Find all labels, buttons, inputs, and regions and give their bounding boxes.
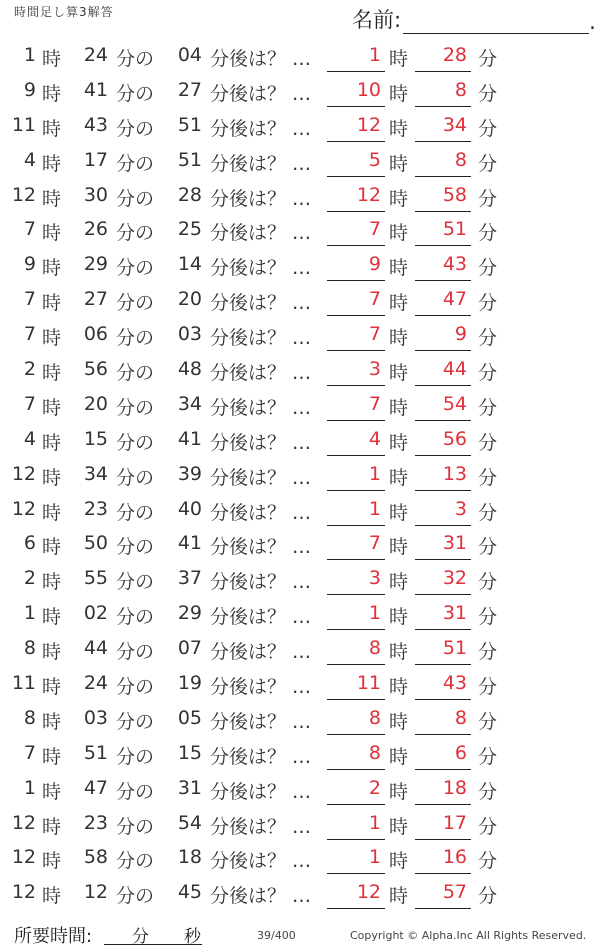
start-minute: 51 <box>83 741 108 764</box>
problem-row <box>0 318 600 353</box>
answer-minute: 16 <box>415 846 471 874</box>
minutes-later-label: 分後は？ … <box>210 152 312 175</box>
answer-minute: 47 <box>415 288 471 316</box>
answer-minute-label: 分 <box>478 396 498 419</box>
answer-minute: 44 <box>415 358 471 386</box>
start-minute: 06 <box>83 323 108 346</box>
start-minute: 58 <box>83 846 108 869</box>
hour-label: 時 <box>42 82 62 105</box>
start-minute: 23 <box>83 811 108 834</box>
added-minutes: 41 <box>177 427 202 450</box>
answer-minute-label: 分 <box>478 117 498 140</box>
answer-hour: 1 <box>327 463 385 491</box>
added-minutes: 25 <box>177 218 202 241</box>
start-minute: 17 <box>83 148 108 171</box>
minute-of-label: 分の <box>116 501 155 524</box>
start-hour: 7 <box>23 392 36 415</box>
answer-minute-label: 分 <box>478 327 498 350</box>
answer-hour: 1 <box>327 812 385 840</box>
added-minutes: 03 <box>177 323 202 346</box>
minutes-later-label: 分後は？ … <box>210 362 312 385</box>
minute-of-label: 分の <box>116 850 155 873</box>
start-minute: 44 <box>83 637 108 660</box>
minute-of-label: 分の <box>116 48 155 70</box>
added-minutes: 51 <box>177 113 202 136</box>
hour-label: 時 <box>42 466 62 489</box>
added-minutes: 27 <box>177 78 202 101</box>
minute-of-label: 分の <box>116 327 155 350</box>
minute-of-label: 分の <box>116 257 155 280</box>
answer-hour-label: 時 <box>389 745 409 768</box>
minutes-later-label: 分後は？ … <box>210 257 312 280</box>
answer-minute-label: 分 <box>478 222 498 245</box>
start-minute: 03 <box>83 706 108 729</box>
hour-label: 時 <box>42 257 62 280</box>
answer-hour: 7 <box>327 288 385 316</box>
answer-hour-label: 時 <box>389 606 409 629</box>
added-minutes: 05 <box>177 706 202 729</box>
answer-hour: 1 <box>327 602 385 630</box>
start-hour: 12 <box>11 183 36 206</box>
answer-hour-label: 時 <box>389 710 409 733</box>
problem-row <box>0 562 600 597</box>
start-hour: 11 <box>11 672 36 695</box>
answer-minute: 51 <box>415 637 471 665</box>
start-minute: 20 <box>83 392 108 415</box>
problem-row <box>0 248 600 283</box>
start-hour: 7 <box>23 741 36 764</box>
problem-row <box>0 876 600 911</box>
start-hour: 4 <box>23 427 36 450</box>
start-hour: 11 <box>11 113 36 136</box>
minute-of-label: 分の <box>116 815 155 838</box>
added-minutes: 39 <box>177 462 202 485</box>
hour-label: 時 <box>42 571 62 594</box>
start-minute: 12 <box>83 881 108 904</box>
answer-hour: 10 <box>327 79 385 107</box>
answer-minute: 43 <box>415 253 471 281</box>
name-blank <box>403 11 589 34</box>
problem-row <box>0 632 600 667</box>
hour-label: 時 <box>42 152 62 175</box>
answer-hour-label: 時 <box>389 676 409 699</box>
answer-hour: 12 <box>327 114 385 142</box>
minutes-later-label: 分後は？ … <box>210 850 312 873</box>
answer-minute-label: 分 <box>478 82 498 105</box>
answer-hour: 7 <box>327 323 385 351</box>
answer-minute: 54 <box>415 393 471 421</box>
hour-label: 時 <box>42 676 62 699</box>
answer-hour: 1 <box>327 498 385 526</box>
added-minutes: 18 <box>177 846 202 869</box>
answer-hour: 1 <box>327 846 385 874</box>
minute-of-label: 分の <box>116 710 155 733</box>
answer-minute-label: 分 <box>478 362 498 385</box>
answer-minute: 8 <box>415 79 471 107</box>
start-hour: 12 <box>11 811 36 834</box>
start-hour: 2 <box>23 358 36 381</box>
minutes-later-label: 分後は？ … <box>210 641 312 664</box>
answer-minute-label: 分 <box>478 815 498 838</box>
answer-minute-label: 分 <box>478 710 498 733</box>
answer-hour: 7 <box>327 218 385 246</box>
minutes-later-label: 分後は？ … <box>210 710 312 733</box>
answer-minute-label: 分 <box>478 466 498 489</box>
problem-row <box>0 144 600 179</box>
answer-hour: 11 <box>327 672 385 700</box>
answer-minute-label: 分 <box>478 606 498 629</box>
start-hour: 9 <box>23 253 36 276</box>
answer-hour-label: 時 <box>389 82 409 105</box>
hour-label: 時 <box>42 850 62 873</box>
answer-hour-label: 時 <box>389 152 409 175</box>
answer-hour: 7 <box>327 532 385 560</box>
answer-minute: 18 <box>415 777 471 805</box>
added-minutes: 37 <box>177 567 202 590</box>
start-minute: 15 <box>83 427 108 450</box>
answer-hour: 8 <box>327 707 385 735</box>
worksheet-title: 時間足し算3解答 <box>14 5 114 19</box>
minutes-later-label: 分後は？ … <box>210 396 312 419</box>
start-hour: 12 <box>11 497 36 520</box>
answer-minute-label: 分 <box>478 48 498 70</box>
start-hour: 6 <box>23 532 36 555</box>
start-hour: 7 <box>23 323 36 346</box>
name-field <box>352 4 596 34</box>
time-minute-unit: 分 <box>132 927 149 947</box>
minute-of-label: 分の <box>116 396 155 419</box>
hour-label: 時 <box>42 501 62 524</box>
answer-minute-label: 分 <box>478 676 498 699</box>
answer-minute-label: 分 <box>478 187 498 210</box>
start-minute: 34 <box>83 462 108 485</box>
answer-minute-label: 分 <box>478 257 498 280</box>
added-minutes: 48 <box>177 358 202 381</box>
start-minute: 26 <box>83 218 108 241</box>
answer-hour: 3 <box>327 358 385 386</box>
minutes-later-label: 分後は？ … <box>210 780 312 803</box>
answer-hour: 3 <box>327 567 385 595</box>
answer-minute-label: 分 <box>478 850 498 873</box>
answer-hour-label: 時 <box>389 536 409 559</box>
problem-row <box>0 283 600 318</box>
answer-hour: 8 <box>327 637 385 665</box>
answer-hour-label: 時 <box>389 292 409 315</box>
problem-row <box>0 841 600 876</box>
hour-label: 時 <box>42 48 62 70</box>
answer-minute: 57 <box>415 881 471 909</box>
minutes-later-label: 分後は？ … <box>210 431 312 454</box>
answer-minute: 43 <box>415 672 471 700</box>
answer-hour: 4 <box>327 428 385 456</box>
hour-label: 時 <box>42 745 62 768</box>
problem-row <box>0 527 600 562</box>
start-minute: 50 <box>83 532 108 555</box>
added-minutes: 04 <box>177 44 202 66</box>
answer-minute: 51 <box>415 218 471 246</box>
answer-minute: 56 <box>415 428 471 456</box>
minute-of-label: 分の <box>116 362 155 385</box>
answer-hour-label: 時 <box>389 571 409 594</box>
hour-label: 時 <box>42 362 62 385</box>
start-hour: 12 <box>11 846 36 869</box>
problem-row <box>0 74 600 109</box>
start-hour: 2 <box>23 567 36 590</box>
problem-list <box>0 39 600 911</box>
minute-of-label: 分の <box>116 571 155 594</box>
minutes-later-label: 分後は？ … <box>210 676 312 699</box>
answer-minute: 9 <box>415 323 471 351</box>
start-hour: 7 <box>23 288 36 311</box>
minute-of-label: 分の <box>116 885 155 908</box>
answer-minute-label: 分 <box>478 745 498 768</box>
minute-of-label: 分の <box>116 641 155 664</box>
problem-row <box>0 388 600 423</box>
answer-minute: 6 <box>415 742 471 770</box>
minute-of-label: 分の <box>116 117 155 140</box>
answer-minute: 3 <box>415 498 471 526</box>
answer-hour-label: 時 <box>389 396 409 419</box>
answer-hour-label: 時 <box>389 885 409 908</box>
time-second-unit: 秒 <box>184 927 201 947</box>
start-hour: 9 <box>23 78 36 101</box>
minutes-later-label: 分後は？ … <box>210 571 312 594</box>
minute-of-label: 分の <box>116 187 155 210</box>
problem-row <box>0 772 600 807</box>
problem-row <box>0 597 600 632</box>
copyright-notice: Copyright © Alpha.Inc All Rights Reserved. <box>350 929 587 942</box>
minutes-later-label: 分後は？ … <box>210 292 312 315</box>
hour-label: 時 <box>42 641 62 664</box>
problem-row <box>0 737 600 772</box>
minutes-later-label: 分後は？ … <box>210 187 312 210</box>
minute-of-label: 分の <box>116 780 155 803</box>
hour-label: 時 <box>42 780 62 803</box>
answer-minute: 17 <box>415 812 471 840</box>
answer-minute-label: 分 <box>478 885 498 908</box>
problem-row <box>0 807 600 842</box>
problem-row <box>0 213 600 248</box>
answer-minute: 28 <box>415 44 471 72</box>
start-hour: 7 <box>23 218 36 241</box>
added-minutes: 29 <box>177 602 202 625</box>
start-minute: 41 <box>83 78 108 101</box>
name-label: 名前: <box>352 8 402 32</box>
minute-of-label: 分の <box>116 606 155 629</box>
added-minutes: 20 <box>177 288 202 311</box>
start-minute: 23 <box>83 497 108 520</box>
answer-hour: 1 <box>327 44 385 72</box>
start-minute: 47 <box>83 776 108 799</box>
answer-hour-label: 時 <box>389 187 409 210</box>
answer-hour-label: 時 <box>389 815 409 838</box>
problem-row <box>0 109 600 144</box>
minutes-later-label: 分後は？ … <box>210 815 312 838</box>
start-hour: 4 <box>23 148 36 171</box>
minutes-later-label: 分後は？ … <box>210 117 312 140</box>
hour-label: 時 <box>42 396 62 419</box>
minute-of-label: 分の <box>116 82 155 105</box>
answer-minute: 31 <box>415 602 471 630</box>
hour-label: 時 <box>42 222 62 245</box>
added-minutes: 31 <box>177 776 202 799</box>
minute-of-label: 分の <box>116 536 155 559</box>
answer-hour-label: 時 <box>389 327 409 350</box>
added-minutes: 45 <box>177 881 202 904</box>
start-minute: 30 <box>83 183 108 206</box>
minutes-later-label: 分後は？ … <box>210 82 312 105</box>
answer-minute: 8 <box>415 707 471 735</box>
hour-label: 時 <box>42 885 62 908</box>
answer-minute-label: 分 <box>478 431 498 454</box>
answer-hour-label: 時 <box>389 222 409 245</box>
start-minute: 24 <box>83 44 108 66</box>
added-minutes: 14 <box>177 253 202 276</box>
minute-of-label: 分の <box>116 431 155 454</box>
minutes-later-label: 分後は？ … <box>210 327 312 350</box>
start-hour: 8 <box>23 706 36 729</box>
answer-hour-label: 時 <box>389 850 409 873</box>
answer-hour-label: 時 <box>389 780 409 803</box>
answer-minute: 34 <box>415 114 471 142</box>
answer-minute-label: 分 <box>478 292 498 315</box>
answer-minute-label: 分 <box>478 501 498 524</box>
minutes-later-label: 分後は？ … <box>210 466 312 489</box>
start-hour: 1 <box>23 776 36 799</box>
problem-row <box>0 39 600 74</box>
start-minute: 27 <box>83 288 108 311</box>
answer-hour: 2 <box>327 777 385 805</box>
answer-hour-label: 時 <box>389 257 409 280</box>
time-required-label: 所要時間: <box>14 926 93 947</box>
answer-hour: 12 <box>327 184 385 212</box>
name-line-end: . <box>589 10 596 34</box>
hour-label: 時 <box>42 292 62 315</box>
minutes-later-label: 分後は？ … <box>210 222 312 245</box>
answer-hour-label: 時 <box>389 431 409 454</box>
hour-label: 時 <box>42 536 62 559</box>
answer-hour: 8 <box>327 742 385 770</box>
added-minutes: 51 <box>177 148 202 171</box>
start-minute: 29 <box>83 253 108 276</box>
answer-hour-label: 時 <box>389 362 409 385</box>
start-hour: 1 <box>23 44 36 66</box>
start-hour: 1 <box>23 602 36 625</box>
added-minutes: 34 <box>177 392 202 415</box>
minute-of-label: 分の <box>116 292 155 315</box>
answer-minute: 13 <box>415 463 471 491</box>
start-hour: 12 <box>11 462 36 485</box>
answer-minute: 58 <box>415 184 471 212</box>
problem-row <box>0 423 600 458</box>
minute-of-label: 分の <box>116 466 155 489</box>
minute-of-label: 分の <box>116 745 155 768</box>
hour-label: 時 <box>42 187 62 210</box>
start-minute: 02 <box>83 602 108 625</box>
added-minutes: 54 <box>177 811 202 834</box>
answer-minute: 8 <box>415 149 471 177</box>
added-minutes: 19 <box>177 672 202 695</box>
start-hour: 12 <box>11 881 36 904</box>
answer-hour-label: 時 <box>389 117 409 140</box>
minute-of-label: 分の <box>116 676 155 699</box>
added-minutes: 15 <box>177 741 202 764</box>
hour-label: 時 <box>42 431 62 454</box>
answer-hour-label: 時 <box>389 641 409 664</box>
minutes-later-label: 分後は？ … <box>210 48 312 70</box>
start-hour: 8 <box>23 637 36 660</box>
answer-hour-label: 時 <box>389 466 409 489</box>
problem-row <box>0 179 600 214</box>
minute-of-label: 分の <box>116 152 155 175</box>
answer-minute: 31 <box>415 532 471 560</box>
added-minutes: 07 <box>177 637 202 660</box>
start-minute: 56 <box>83 358 108 381</box>
answer-hour: 5 <box>327 149 385 177</box>
answer-hour-label: 時 <box>389 501 409 524</box>
minutes-later-label: 分後は？ … <box>210 745 312 768</box>
added-minutes: 40 <box>177 497 202 520</box>
start-minute: 43 <box>83 113 108 136</box>
answer-minute-label: 分 <box>478 536 498 559</box>
page-number: 39/400 <box>257 929 296 942</box>
answer-minute-label: 分 <box>478 571 498 594</box>
problem-row <box>0 702 600 737</box>
answer-hour: 9 <box>327 253 385 281</box>
minutes-later-label: 分後は？ … <box>210 501 312 524</box>
problem-row <box>0 667 600 702</box>
answer-hour: 7 <box>327 393 385 421</box>
answer-hour: 12 <box>327 881 385 909</box>
minutes-later-label: 分後は？ … <box>210 885 312 908</box>
start-minute: 24 <box>83 672 108 695</box>
problem-row <box>0 458 600 493</box>
answer-minute: 32 <box>415 567 471 595</box>
minute-of-label: 分の <box>116 222 155 245</box>
minutes-later-label: 分後は？ … <box>210 606 312 629</box>
added-minutes: 28 <box>177 183 202 206</box>
hour-label: 時 <box>42 710 62 733</box>
problem-row <box>0 493 600 528</box>
hour-label: 時 <box>42 117 62 140</box>
hour-label: 時 <box>42 815 62 838</box>
hour-label: 時 <box>42 606 62 629</box>
answer-hour-label: 時 <box>389 48 409 70</box>
minutes-later-label: 分後は？ … <box>210 536 312 559</box>
hour-label: 時 <box>42 327 62 350</box>
answer-minute-label: 分 <box>478 780 498 803</box>
answer-minute-label: 分 <box>478 152 498 175</box>
start-minute: 55 <box>83 567 108 590</box>
time-required-blank <box>104 922 202 945</box>
answer-minute-label: 分 <box>478 641 498 664</box>
added-minutes: 41 <box>177 532 202 555</box>
problem-row <box>0 353 600 388</box>
